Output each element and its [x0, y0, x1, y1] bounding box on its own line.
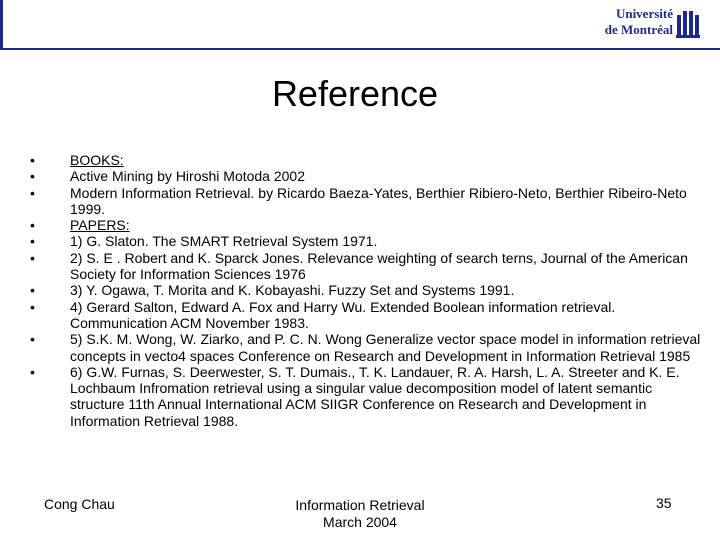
reference-text: Modern Information Retrieval. by Ricardo Baeza-Yates, Berthier Ribiero-Neto, Berthier Ribeiro-Neto 1999.	[70, 184, 687, 217]
list-item	[24, 233, 704, 249]
reference-text: 2) S. E . Robert and K. Sparck Jones. Relevance weighting of search terns, Journal of the American Society for Information Sciences 1976	[70, 249, 688, 283]
logo-text	[603, 6, 673, 38]
list-item	[24, 299, 704, 332]
footer-course	[260, 497, 460, 531]
list-item	[24, 152, 704, 168]
section-heading-books: BOOKS:	[70, 152, 124, 168]
list-item	[24, 185, 704, 218]
list-item	[24, 282, 704, 298]
reference-list	[24, 152, 704, 429]
bullet-icon: •	[30, 298, 35, 315]
header-accent	[0, 0, 3, 48]
bullet-icon: •	[30, 217, 35, 234]
bullet-icon: •	[30, 152, 35, 168]
list-item	[24, 217, 704, 233]
list-item	[24, 331, 704, 364]
bullet-icon: •	[30, 168, 35, 185]
bullet-icon: •	[30, 184, 35, 201]
header-bar	[0, 0, 720, 49]
list-item	[24, 364, 704, 429]
list-item	[24, 168, 704, 184]
list-item	[24, 250, 704, 283]
logo-line2: de Montréal	[604, 22, 673, 37]
footer-author: Cong Chau	[44, 496, 115, 512]
footer-course-date: March 2004	[323, 514, 397, 530]
section-heading-papers: PAPERS:	[70, 217, 130, 234]
reference-text: 6) G.W. Furnas, S. Deerwester, S. T. Dumais., T. K. Landauer, R. A. Harsh, L. A. Streeter and K. E. Lochbaum Infromation retrieval using a singular value decomposition model of latent semantic structure 11th Annual International ACM SIIGR Conference on Research and Development in Information Retrieval 1988.	[70, 363, 680, 429]
bullet-icon: •	[30, 331, 35, 348]
logo-line1: Université	[615, 6, 673, 21]
reference-text: 3) Y. Ogawa, T. Morita and K. Kobayashi. Fuzzy Set and Systems 1991.	[70, 282, 515, 299]
bullet-icon: •	[30, 233, 35, 250]
bullet-icon: •	[30, 249, 35, 266]
reference-text: 1) G. Slaton. The SMART Retrieval System 1971.	[70, 233, 378, 250]
reference-text: 5) S.K. M. Wong, W. Ziarko, and P. C. N. Wong Generalize vector space model in information retrieval concepts in vecto4 spaces Conference on Research and Development in Information Retrieval 1985	[70, 331, 701, 364]
reference-text: 4) Gerard Salton, Edward A. Fox and Harry Wu. Extended Boolean information retrieval. Communication ACM November 1983.	[70, 298, 616, 331]
university-emblem-icon	[676, 9, 700, 39]
slide-title: Reference	[271, 73, 439, 114]
reference-text: Active Mining by Hiroshi Motoda 2002	[70, 168, 306, 185]
bullet-icon: •	[30, 363, 35, 380]
page-number: 35	[656, 495, 672, 511]
footer-course-title: Information Retrieval	[295, 497, 425, 513]
university-logo	[603, 6, 715, 44]
bullet-icon: •	[30, 282, 35, 299]
